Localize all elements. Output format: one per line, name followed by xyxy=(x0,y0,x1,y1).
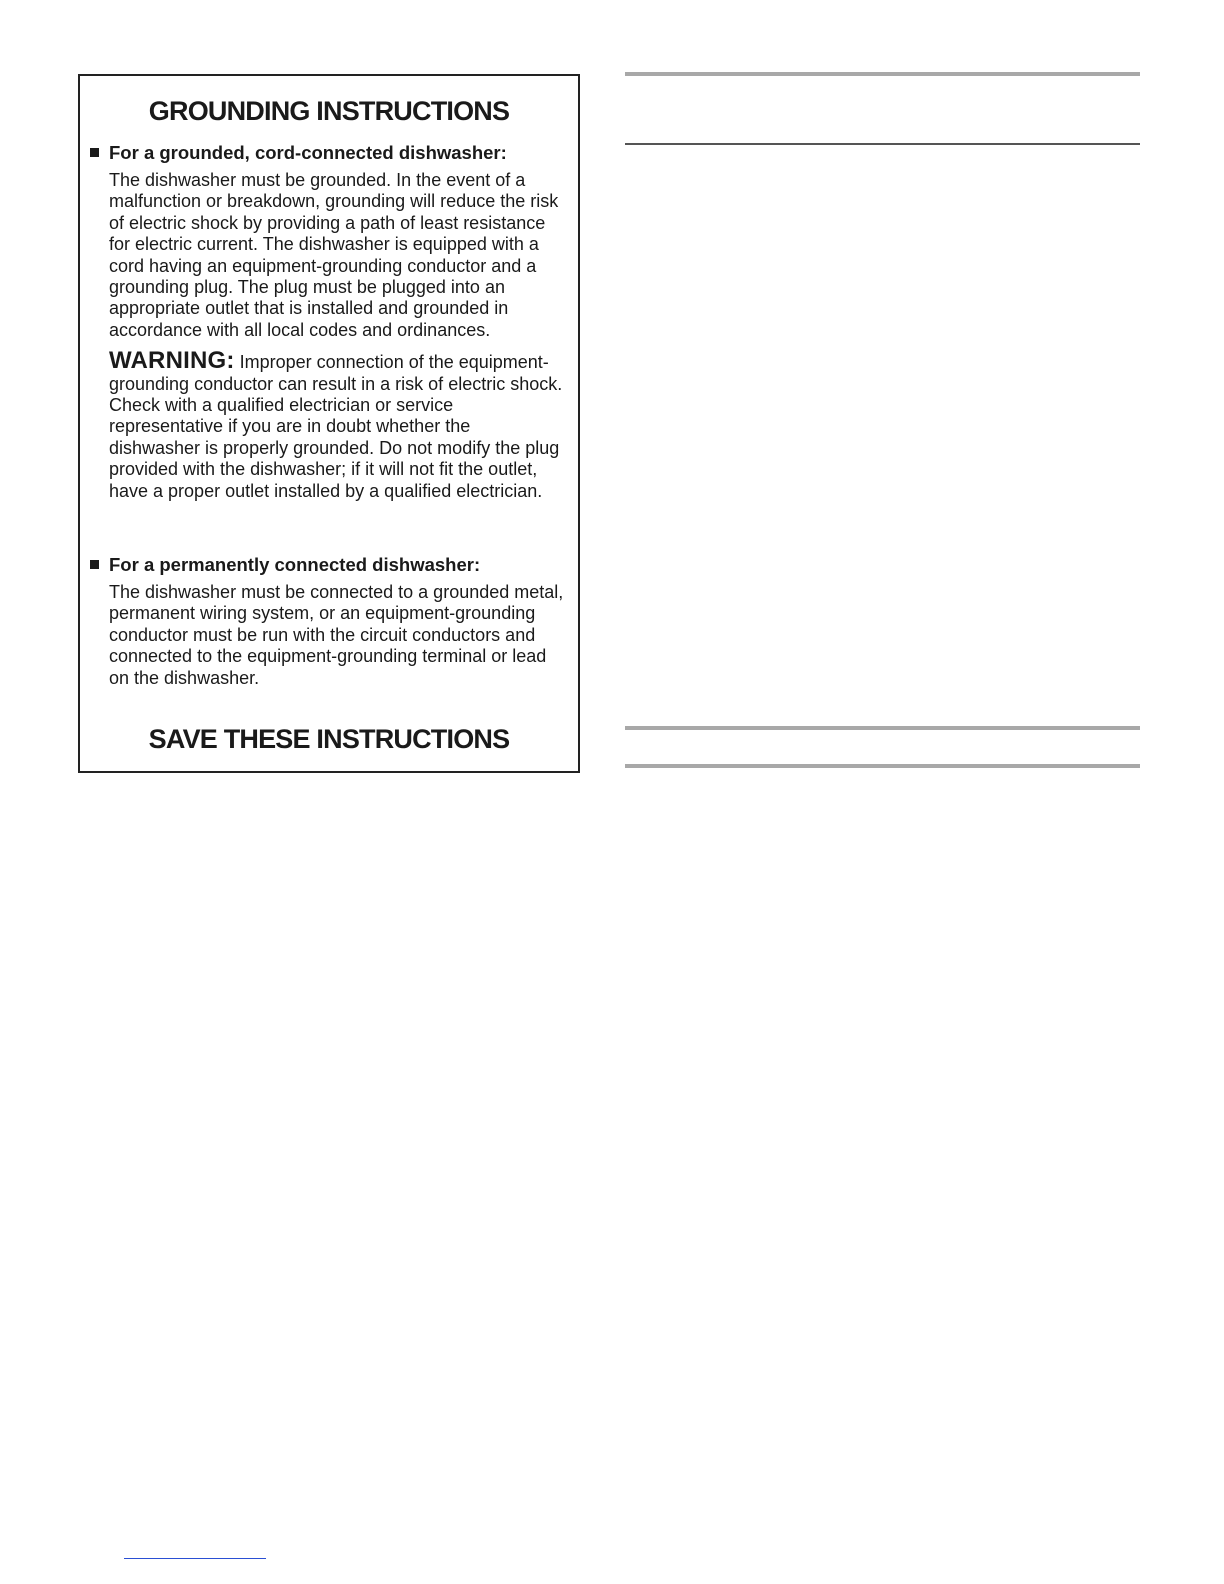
section-heading: For a grounded, cord-connected dishwasher: xyxy=(88,142,566,164)
top-rule-thin xyxy=(625,143,1140,145)
save-instructions-footer: SAVE THESE INSTRUCTIONS xyxy=(148,724,510,754)
section-cord-connected xyxy=(88,142,566,502)
warning-label: WARNING: xyxy=(109,347,235,375)
section-permanent xyxy=(88,554,566,689)
box-title: GROUNDING INSTRUCTIONS xyxy=(148,96,510,126)
body-paragraph: The dishwasher must be grounded. In the event of a malfunction or breakdown, grounding will reduce the risk of electric shock by providing a path of least resistance for electric current. The dishwasher is equipped with a cord having an equipment-grounding conductor and a grounding plug. The plug must be plugged into an appropriate outlet that is installed and grounded in accordance with all local codes and ordinances. xyxy=(109,170,559,340)
warning-paragraph xyxy=(88,347,566,502)
body-paragraph: The dishwasher must be connected to a grounded metal, permanent wiring system, or an equipment-grounding conductor must be run with the circuit conductors and connected to the equipment-grounding terminal or lead on the dishwasher. xyxy=(109,582,564,688)
square-bullet-icon xyxy=(90,560,99,569)
grounding-instructions-box xyxy=(78,74,580,773)
section-heading: For a permanently connected dishwasher: xyxy=(88,554,566,576)
bottom-rule-upper xyxy=(625,726,1140,730)
bottom-rule-lower xyxy=(625,764,1140,768)
square-bullet-icon xyxy=(90,148,99,157)
top-rule-thick xyxy=(625,72,1140,76)
warning-text: Improper connection of the equipment-grounding conductor can result in a risk of electric shock. Check with a qualified electrician or service representative if you are in doubt whether the dishwasher is properly grounded. Do not modify the plug provided with the dishwasher; if it will not fit the outlet, have a proper outlet installed by a qualified electrician. xyxy=(109,352,563,501)
link-underline xyxy=(124,1558,266,1559)
